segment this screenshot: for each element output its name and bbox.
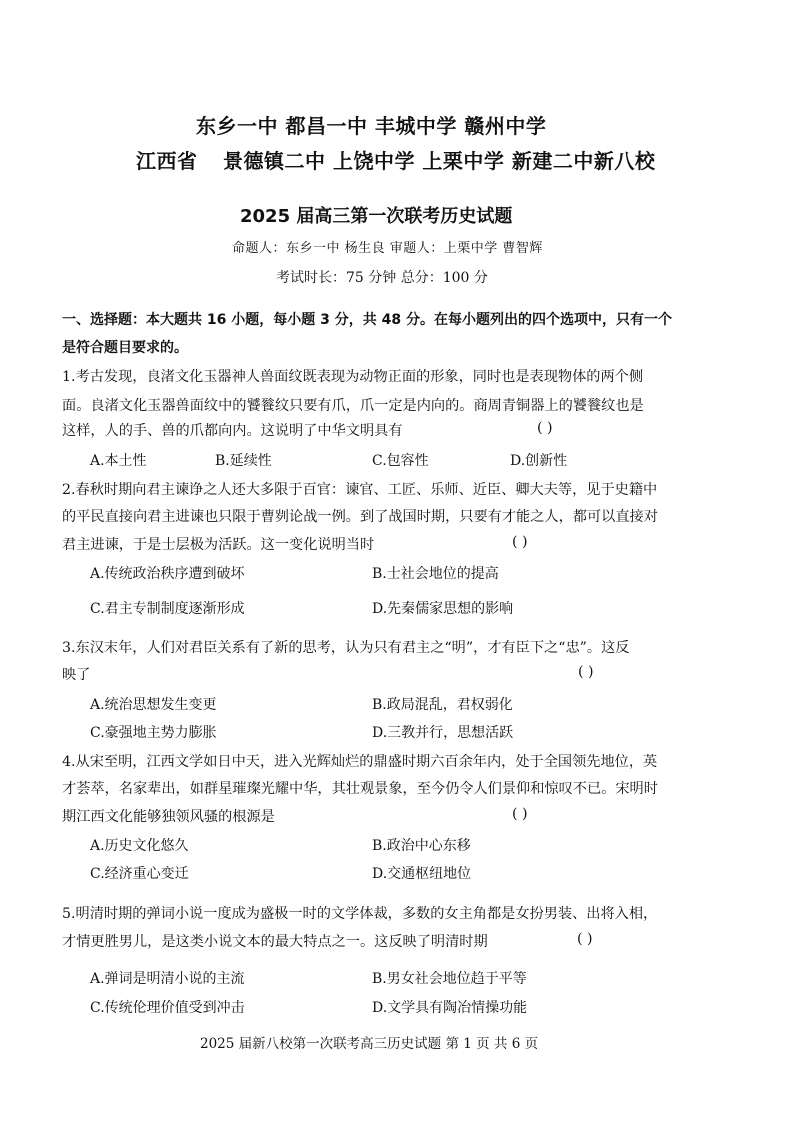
answer-bracket: ( ) [537, 420, 553, 436]
question-text-line: 面。良渚文化玉器兽面纹中的饕餮纹只要有爪，爪一定是内向的。商周青铜器上的饕餮纹也是 [62, 398, 644, 414]
option-a: A.本土性 [90, 453, 147, 469]
option-d: D.文学具有陶冶情操功能 [372, 1000, 528, 1016]
question-text-line: 的平民直接向君主进谏也只限于曹刿论战一例。到了战国时期，只要有才能之人，都可以直接对 [62, 509, 658, 525]
option-c: C.经济重心变迁 [90, 866, 189, 882]
question-text-line: 这样，人的手、兽的爪都向内。这说明了中华文明具有 [62, 423, 403, 439]
answer-bracket: ( ) [512, 534, 528, 550]
option-b: B.士社会地位的提高 [372, 566, 499, 582]
option-c: C.包容性 [372, 453, 429, 469]
option-a: A.历史文化悠久 [90, 838, 189, 854]
option-a: A.弹词是明清小说的主流 [90, 971, 245, 987]
header-line-1: 东乡一中 都昌一中 丰城中学 赣州中学 [196, 114, 547, 138]
question-text-line: 4.从宋至明，江西文学如日中天，进入光辉灿烂的鼎盛时期六百余年内，处于全国领先地位，英 [62, 754, 658, 770]
question-text-line: 映了 [62, 667, 91, 683]
section-heading-line-2: 是符合题目要求的。 [62, 340, 188, 356]
option-b: B.男女社会地位趋于平等 [372, 971, 527, 987]
page-footer: 2025 届新八校第一次联考高三历史试题 第 1 页 共 6 页 [200, 1036, 539, 1052]
answer-bracket: ( ) [512, 806, 528, 822]
exam-meta: 考试时长：75 分钟 总分：100 分 [276, 270, 488, 286]
option-b: B.政局混乱，君权弱化 [372, 697, 513, 713]
option-a: A.传统政治秩序遭到破坏 [90, 566, 245, 582]
question-text-line: 期江西文化能够独领风骚的根源是 [62, 809, 275, 825]
answer-bracket: ( ) [578, 664, 594, 680]
section-heading-line-1: 一、选择题：本大题共 16 小题，每小题 3 分，共 48 分。在每小题列出的四个选项中，只有一个 [62, 312, 672, 328]
option-b: B.政治中心东移 [372, 838, 471, 854]
option-a: A.统治思想发生变更 [90, 697, 217, 713]
exam-authors: 命题人：东乡一中 杨生良 审题人：上栗中学 曹智辉 [232, 241, 543, 256]
question-text-line: 1.考古发现，良渚文化玉器神人兽面纹既表现为动物正面的形象，同时也是表现物体的两个侧 [62, 369, 644, 385]
answer-bracket: ( ) [577, 931, 593, 947]
header-province: 江西省 [136, 149, 198, 173]
option-d: D.先秦儒家思想的影响 [372, 601, 514, 617]
question-text-line: 3.东汉末年，人们对君臣关系有了新的思考，认为只有君主之“明”，才有臣下之“忠”。这反 [62, 640, 630, 656]
option-b: B.延续性 [215, 453, 272, 469]
option-c: C.豪强地主势力膨胀 [90, 725, 217, 741]
option-c: C.传统伦理价值受到冲击 [90, 1000, 245, 1016]
exam-title: 2025 届高三第一次联考历史试题 [240, 206, 513, 227]
question-text-line: 才荟萃，名家辈出，如群星璀璨光耀中华，其壮观景象，至今仍令人们景仰和惊叹不已。宋明时 [62, 781, 658, 797]
option-d: D.交通枢纽地位 [372, 866, 472, 882]
header-line-2: 景德镇二中 上饶中学 上栗中学 新建二中新八校 [223, 149, 656, 173]
option-d: D.三教并行，思想活跃 [372, 725, 514, 741]
option-c: C.君主专制制度逐渐形成 [90, 601, 245, 617]
question-text-line: 2.春秋时期向君主谏诤之人还大多限于百官：谏官、工匠、乐师、近臣、卿大夫等，见于史籍中 [62, 482, 658, 498]
question-text-line: 君主进谏，于是士层极为活跃。这一变化说明当时 [62, 537, 375, 553]
question-text-line: 5.明清时期的弹词小说一度成为盛极一时的文学体裁，多数的女主角都是女扮男装、出将入相， [62, 906, 658, 922]
option-d: D.创新性 [510, 453, 568, 469]
question-text-line: 才情更胜男儿，是这类小说文本的最大特点之一。这反映了明清时期 [62, 934, 488, 950]
